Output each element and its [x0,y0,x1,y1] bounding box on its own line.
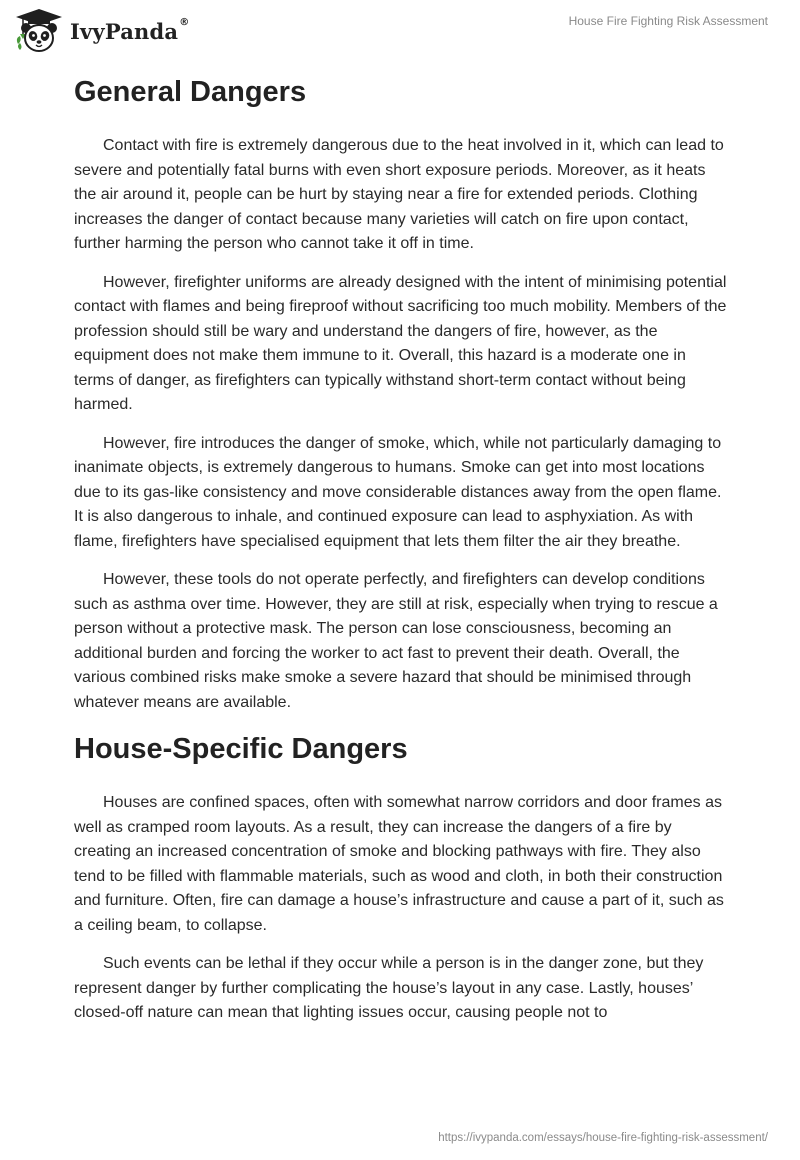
brand-logo[interactable] [14,8,189,54]
source-url[interactable]: https://ivypanda.com/essays/house-fire-fighting-risk-assessment/ [438,1132,768,1144]
brand-name-text: IvyPanda [70,18,179,44]
paragraph: Houses are confined spaces, often with somewhat narrow corridors and door frames as well as cramped room layouts. As a result, they can increase the dangers of a fire by creating an increased concentration of smoke and blocking pathways with fire. They also tend to be filled with flammable materials, such as wood and cloth, in both their construction and furniture. Often, fire can damage a house’s infrastructure and cause a part of it, such as a ceiling beam, to collapse. [74,794,724,934]
paragraph: Such events can be lethal if they occur while a person is in the danger zone, but they represent danger by further complicating the house’s layout in any case. Lastly, houses’ closed-off nature can mean that lighting issues occur, causing people not to [74,955,704,1021]
paragraph: However, firefighter uniforms are already designed with the intent of minimising potential contact with flames and being fireproof without sacrificing too much mobility. Members of the profession should still be wary and understand the dangers of fire, however, as the equipment does not make them immune to it. Overall, this hazard is a moderate one in terms of danger, as firefighters can typically withstand short-term contact without being harmed. [74,273,727,413]
panda-graduate-icon [14,8,64,54]
paragraph: Contact with fire is extremely dangerous due to the heat involved in it, which can lead to severe and potentially fatal burns with even short exposure periods. Moreover, as it heats the air around it, people can be hurt by staying near a fire for extended periods. Clothing increases the danger of contact because many varieties will catch on fire upon contact, further harming the person who cannot take it off in time. [74,137,724,252]
registered-mark: ® [179,16,190,28]
essay-body [74,70,728,1040]
section-heading-general-dangers: General Dangers [74,76,307,108]
brand-name [70,16,190,44]
page-header [0,0,800,60]
section-heading-house-specific-dangers: House-Specific Dangers [74,733,408,765]
paragraph: However, these tools do not operate perfectly, and firefighters can develop conditions such as asthma over time. However, they are still at risk, especially when trying to rescue a person without a protective mask. The person can lose consciousness, becoming an additional burden and forcing the worker to act fast to prevent their death. Overall, the various combined risks make smoke a severe hazard that should be minimised through whatever means are available. [74,571,718,711]
paragraph: However, fire introduces the danger of smoke, which, while not particularly damaging to inanimate objects, is extremely dangerous to humans. Smoke can get into most locations due to its gas-like consistency and move considerable distances away from the open flame. It is also dangerous to inhale, and continued exposure can lead to asphyxiation. As with flame, firefighters have specialised equipment that lets them filter the air they breathe. [74,434,722,550]
document-title: House Fire Fighting Risk Assessment [568,14,768,28]
